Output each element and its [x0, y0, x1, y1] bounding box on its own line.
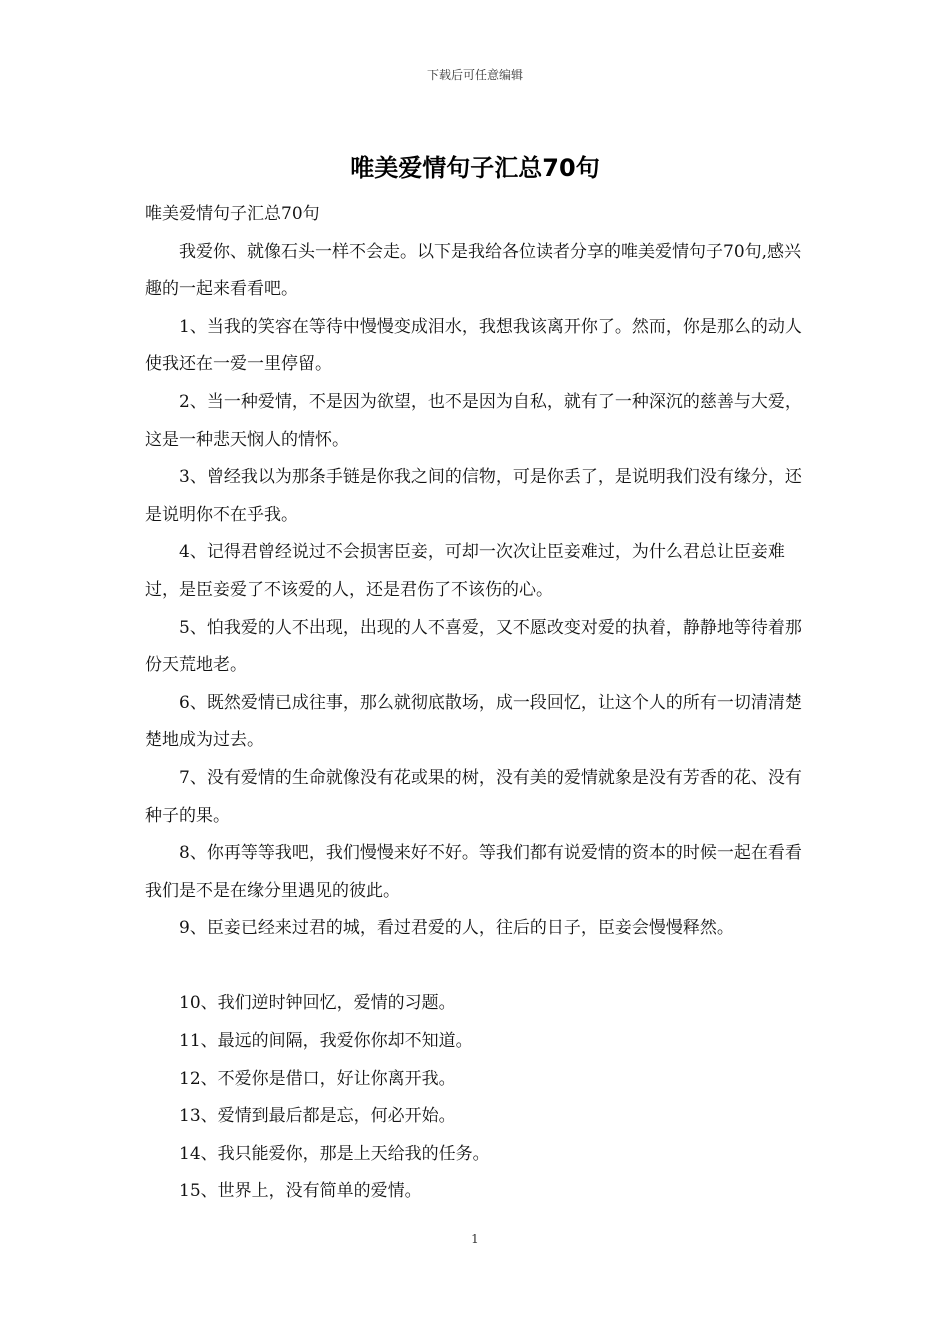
page-number: 1 — [471, 1232, 479, 1246]
document-body — [145, 196, 807, 1211]
list-item: 4、记得君曾经说过不会损害臣妾，可却一次次让臣妾难过，为什么君总让臣妾难过，是臣妾爱了不该爱的人，还是君伤了不该伤的心。 — [145, 542, 785, 600]
list-item: 10、我们逆时钟回忆，爱情的习题。 — [179, 993, 456, 1014]
list-item: 6、既然爱情已成往事，那么就彻底散场，成一段回忆，让这个人的所有一切清清楚楚地成为过去。 — [145, 692, 802, 751]
list-item: 5、怕我爱的人不出现，出现的人不喜爱，又不愿改变对爱的执着，静静地等待着那份天荒地老。 — [145, 617, 802, 676]
list-item: 3、曾经我以为那条手链是你我之间的信物，可是你丢了，是说明我们没有缘分，还是说明你不在乎我。 — [145, 467, 802, 525]
list-item: 7、没有爱情的生命就像没有花或果的树，没有美的爱情就象是没有芳香的花、没有种子的果。 — [145, 767, 802, 826]
list-item: 2、当一种爱情，不是因为欲望，也不是因为自私，就有了一种深沉的慈善与大爱，这是一种悲天悯人的情怀。 — [145, 391, 802, 450]
list-item: 9、臣妾已经来过君的城，看过君爱的人，往后的日子，臣妾会慢慢释然。 — [179, 918, 734, 939]
list-item: 15、世界上，没有简单的爱情。 — [179, 1181, 422, 1202]
page-header: 下载后可任意编辑 — [426, 68, 523, 82]
list-item: 1、当我的笑容在等待中慢慢变成泪水，我想我该离开你了。然而，你是那么的动人使我还在一爱一里停留。 — [145, 316, 802, 375]
blank-line — [145, 948, 807, 986]
intro-paragraph: 我爱你、就像石头一样不会走。以下是我给各位读者分享的唯美爱情句子70句,感兴趣的一起来看看吧。 — [145, 241, 802, 300]
list-item: 12、不爱你是借口，好让你离开我。 — [179, 1068, 456, 1089]
list-item: 13、爱情到最后都是忘，何必开始。 — [179, 1106, 456, 1127]
list-item: 14、我只能爱你，那是上天给我的任务。 — [179, 1143, 490, 1164]
list-item: 11、最远的间隔，我爱你你却不知道。 — [179, 1031, 473, 1052]
list-item: 8、你再等等我吧，我们慢慢来好不好。等我们都有说爱情的资本的时候一起在看看我们是不是在缘分里遇见的彼此。 — [145, 843, 802, 901]
document-title: 唯美爱情句子汇总70句 — [350, 154, 600, 182]
subtitle-line: 唯美爱情句子汇总70句 — [145, 204, 320, 224]
